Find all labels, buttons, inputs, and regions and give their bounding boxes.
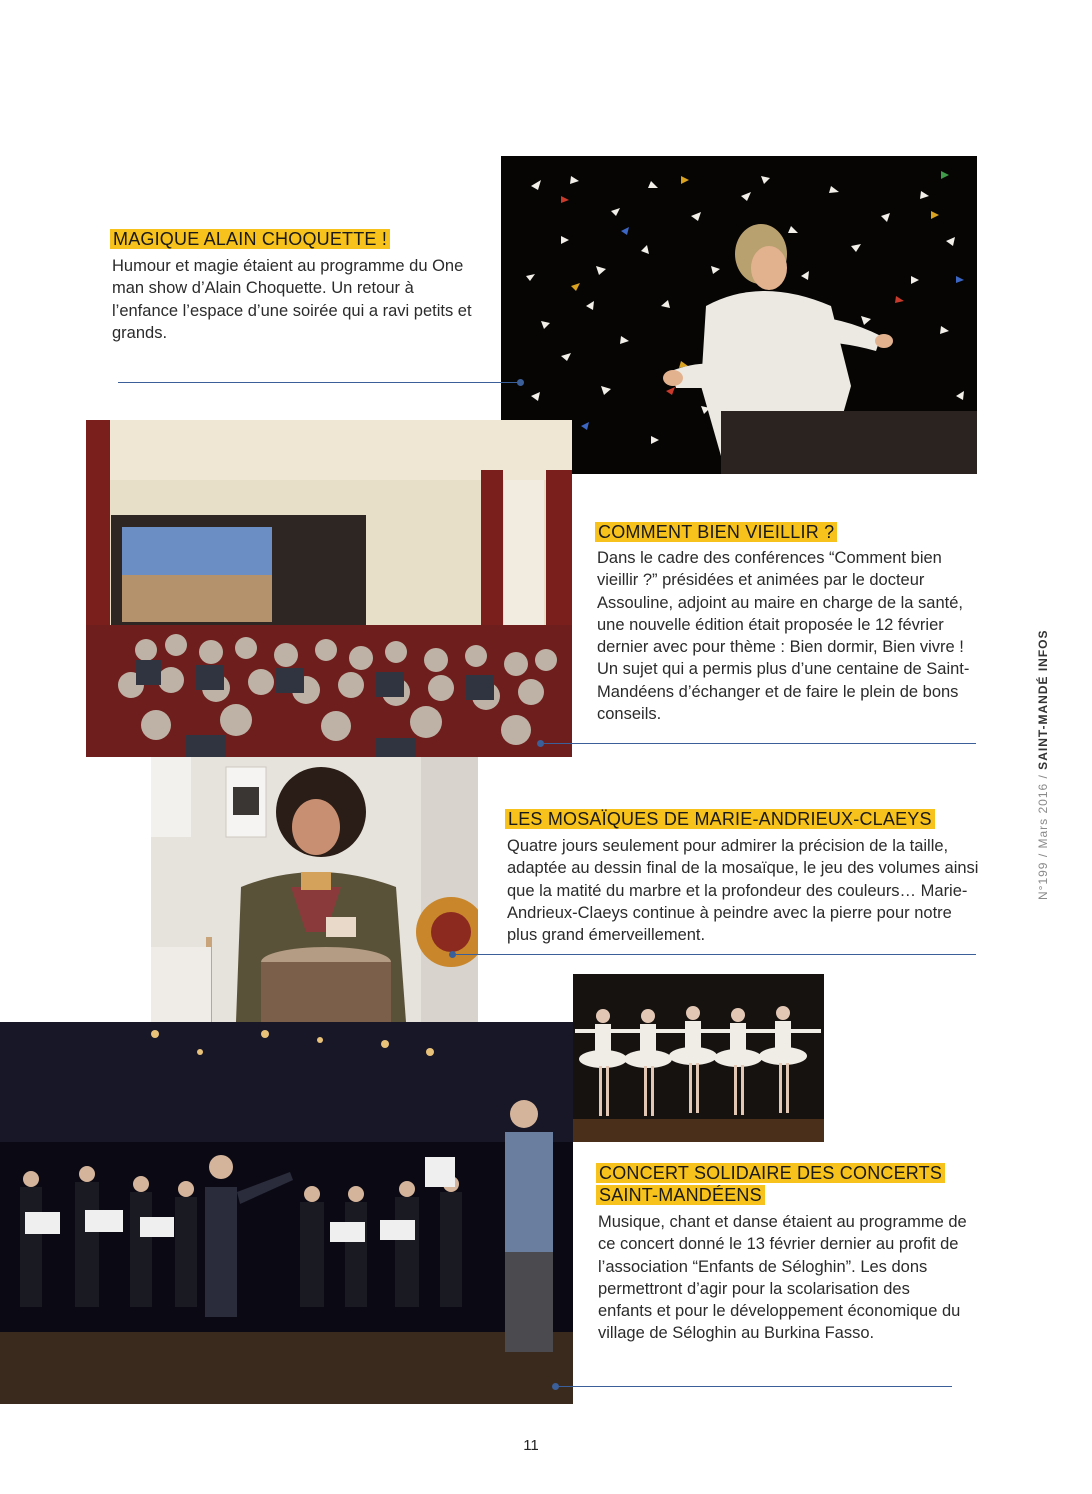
photo-conference [86, 420, 572, 757]
article-2-rule [540, 743, 976, 744]
ballet-illustration [573, 974, 824, 1142]
concert-illustration [0, 1022, 573, 1404]
article-2-title [595, 521, 975, 543]
article-1-rule [118, 382, 520, 383]
article-3-title [505, 808, 985, 830]
article-2-rule-dot [537, 740, 544, 747]
article-4-rule-dot [552, 1383, 559, 1390]
article-1-title [110, 228, 490, 250]
photo-mosaic-artist [151, 757, 478, 1022]
article-4-title-line2: SAINT-MANDÉENS [596, 1185, 765, 1205]
article-4-body: Musique, chant et danse étaient au programme de ce concert donné le 13 février dernier au profit de l’association “Enfants de Séloghin”. Les dons permettront d’agir pour la scolarisation des enfants et pour le développement économique du village de Séloghin au Burkina Fasso. [598, 1213, 967, 1343]
page-number: 11 [523, 1437, 539, 1454]
photo-concert [0, 1022, 573, 1404]
article-1-body: Humour et magie étaient au programme du One man show d’Alain Choquette. Un retour à l’enfance l’espace d’une soirée qui a ravi petits et grands. [112, 257, 472, 342]
article-4-title [596, 1162, 996, 1206]
article-3-rule [452, 954, 976, 955]
article-1-title-text: MAGIQUE ALAIN CHOQUETTE ! [110, 229, 390, 249]
article-3-body: Quatre jours seulement pour admirer la précision de la taille, adaptée au dessin final de la mosaïque, le jeu des volumes ainsi que la matité du marbre et la profondeur des couleurs… Marie-Andrieux-Claeys continue à peindre avec la pierre pour notre plus grand émerveillement. [507, 837, 979, 945]
article-4-title-line1: CONCERT SOLIDAIRE DES CONCERTS [596, 1163, 945, 1183]
article-3-rule-dot [449, 951, 456, 958]
article-3-title-text: LES MOSAÏQUES DE MARIE-ANDRIEUX-CLAEYS [505, 809, 935, 829]
side-publication-name: SAINT-MANDÉ INFOS [1036, 629, 1050, 770]
side-issue-info: N°199 / Mars 2016 / [1036, 769, 1050, 900]
mosaic-artist-illustration [151, 757, 478, 1022]
article-1-rule-dot [517, 379, 524, 386]
photo-ballet [573, 974, 824, 1142]
article-4-rule [555, 1386, 952, 1387]
article-2-body: Dans le cadre des conférences “Comment bien vieillir ?” présidées et animées par le docteur Assouline, adjoint au maire en charge de la santé, une nouvelle édition était proposée le 12 février dernier avec pour thème : Bien dormir, Bien vivre ! Un sujet qui a permis plus d’une centaine de Saint-Mandéens d’échanger et de faire le plein de bons conseils. [597, 549, 970, 724]
conference-illustration [86, 420, 572, 757]
photo-magician [501, 156, 977, 474]
side-running-header [1036, 629, 1050, 900]
article-2-title-text: COMMENT BIEN VIEILLIR ? [595, 522, 837, 542]
magician-illustration [501, 156, 977, 474]
